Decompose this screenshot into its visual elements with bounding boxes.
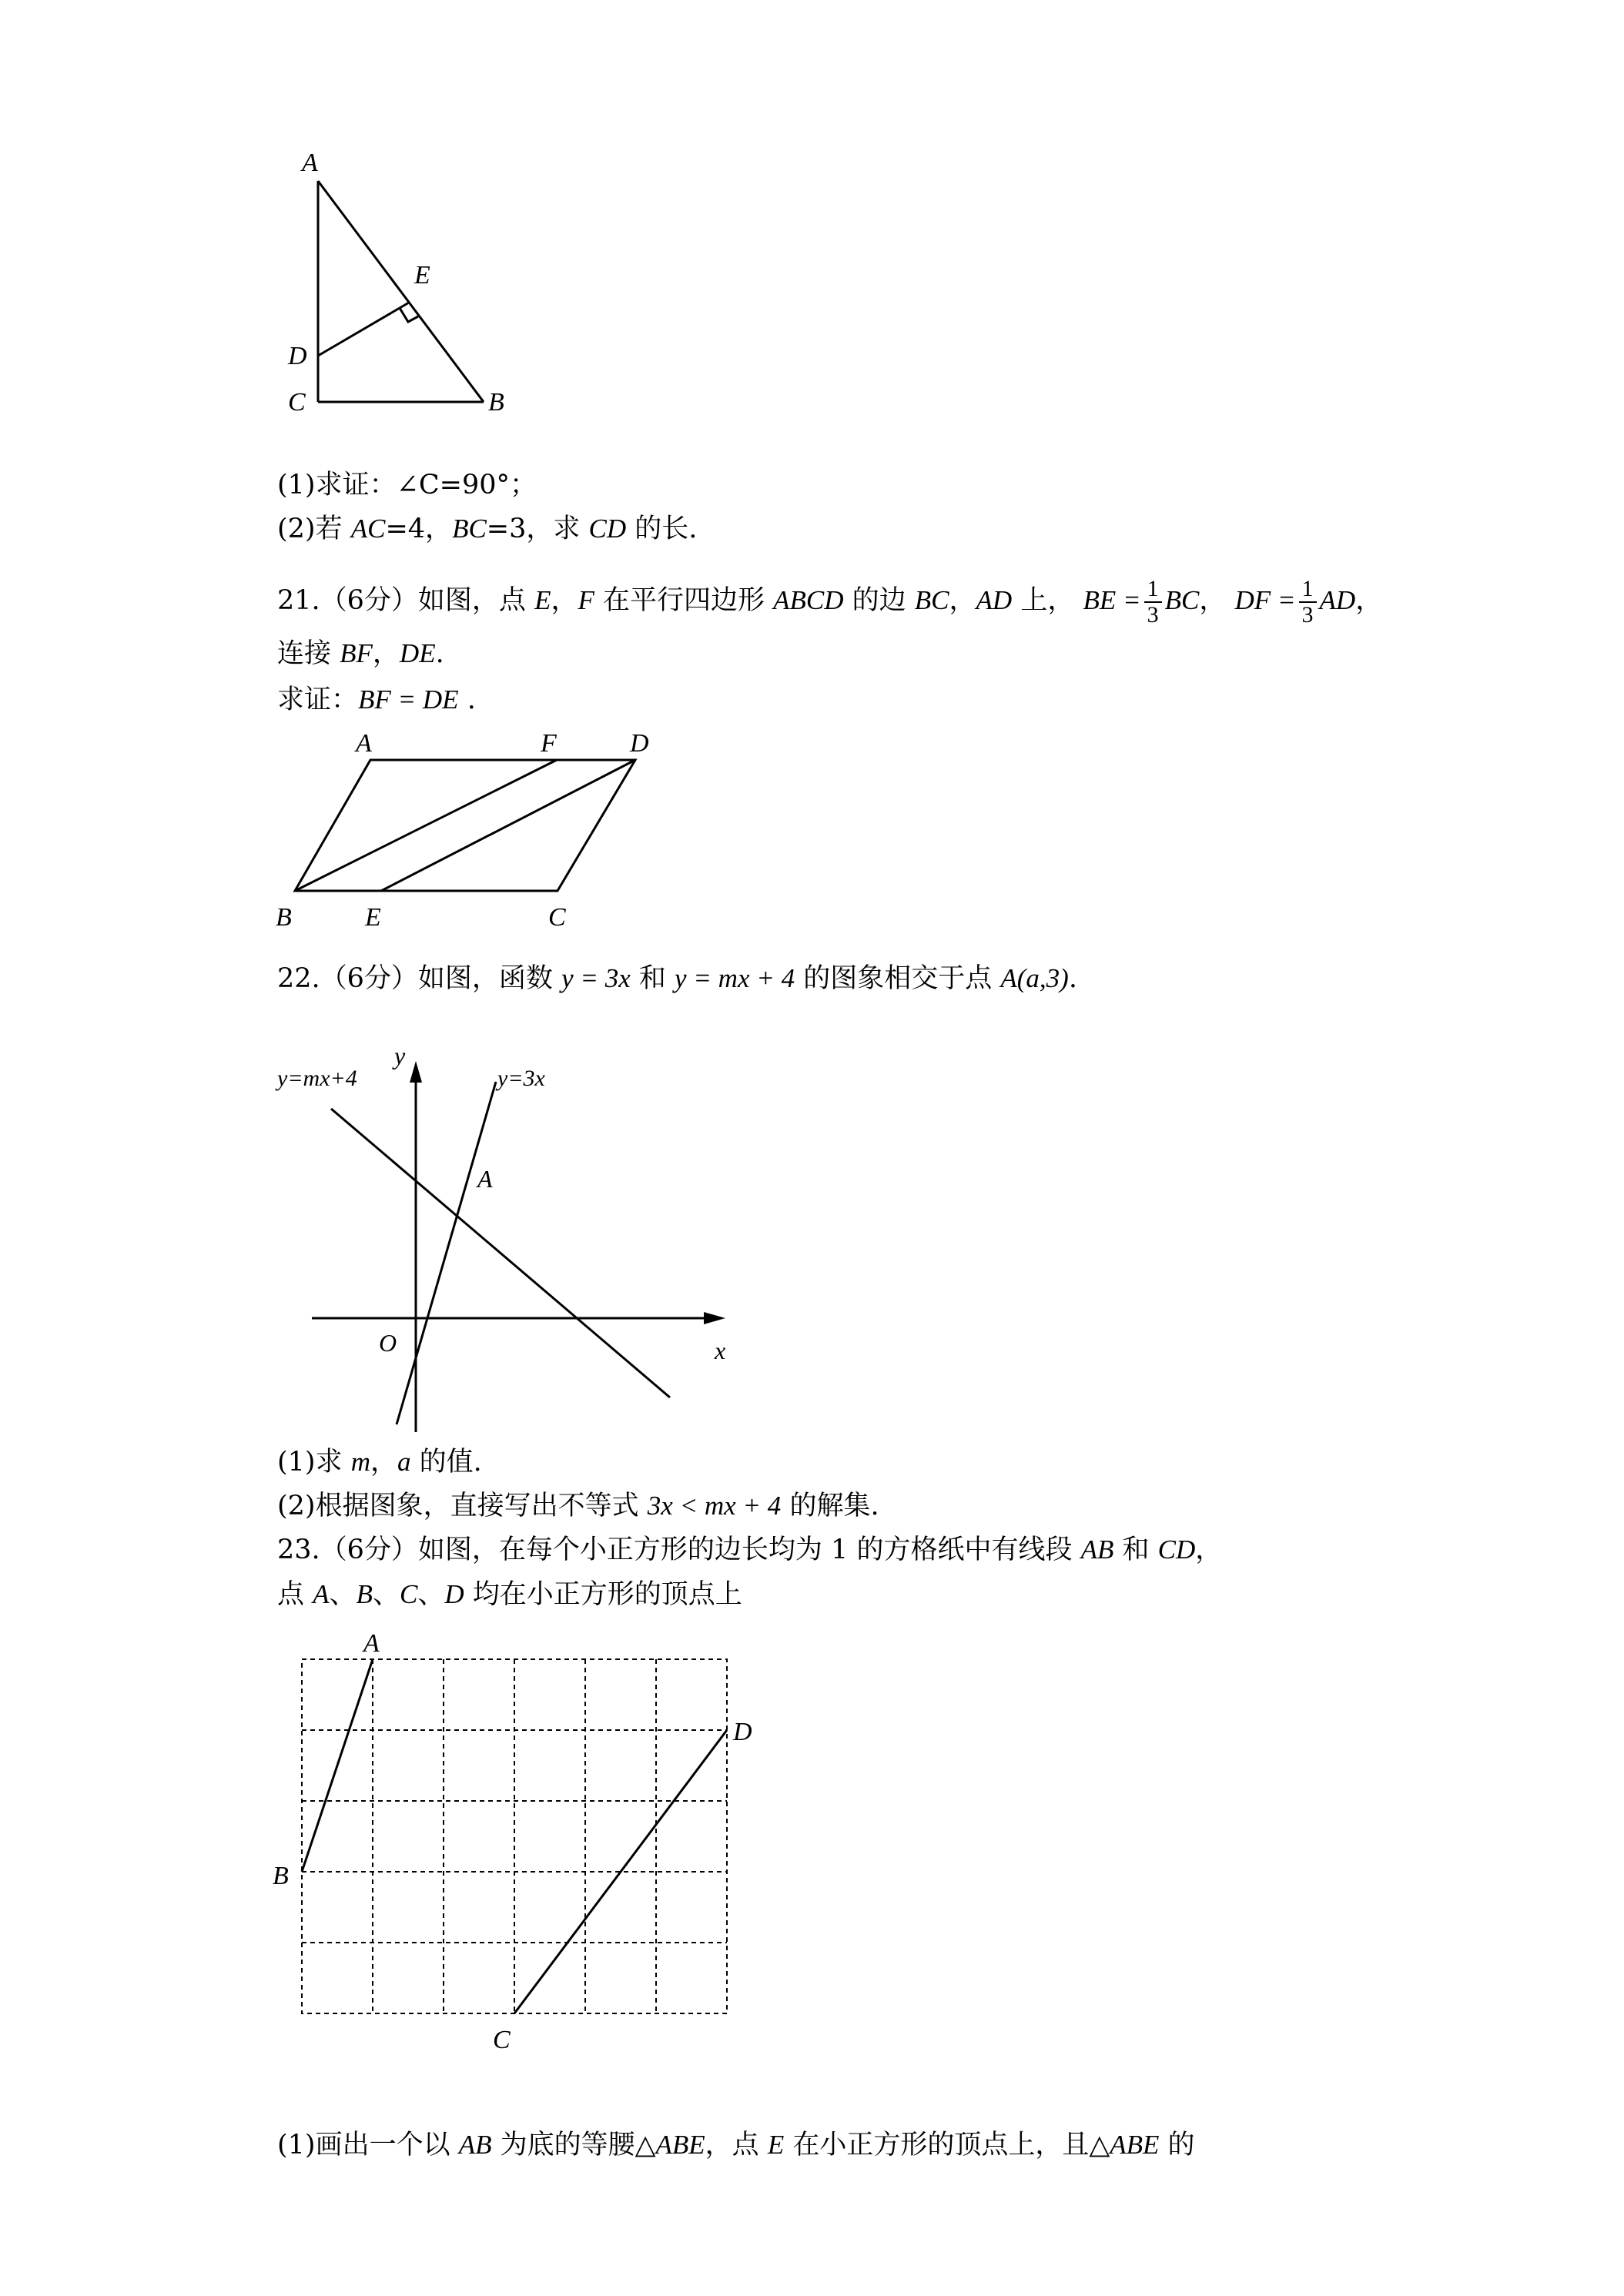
- q21-prove: 求证：BF = DE .: [277, 684, 476, 715]
- q20-part1: (1)求证：∠C=90°；: [277, 470, 537, 500]
- q23-statement-line2: 点 A、B、C、D 均在小正方形的顶点上: [277, 1579, 742, 1610]
- label-E: E: [414, 261, 430, 290]
- label-B: B: [488, 388, 504, 417]
- label-F: F: [541, 729, 557, 758]
- q23-statement-line1: 23.（6分）如图，在每个小正方形的边长均为 1 的方格纸中有线段 AB 和 CD，: [277, 1535, 1223, 1565]
- label-B: B: [273, 1862, 289, 1890]
- y-axis-label: y: [394, 1042, 406, 1069]
- y-axis-arrow-icon: [410, 1061, 422, 1083]
- label-D: D: [288, 342, 307, 370]
- label-A: A: [363, 1629, 380, 1658]
- q21-statement-line1: 21.（6分）如图，点 E，F 在平行四边形 ABCD 的边 BC，AD 上， BE = $\frac{1}{3}$ BC， DF = $\frac{1}{3}$ AD，: [277, 575, 1383, 628]
- fraction-one-third: $\frac{1}{3}$: [1144, 577, 1162, 628]
- q22-part2: (2)根据图象，直接写出不等式 3x < mx + 4 的解集.: [277, 1491, 879, 1521]
- origin-label: O: [379, 1329, 397, 1357]
- label-A: A: [356, 729, 372, 758]
- figure-q22-graph: [270, 1032, 747, 1448]
- q21-statement-line2: 连接 BF，DE.: [277, 638, 444, 669]
- q22-part1: (1)求 m，a 的值.: [277, 1447, 482, 1478]
- label-C: C: [288, 388, 306, 417]
- line-label-3x: y=3x: [497, 1066, 545, 1091]
- figure-q23-grid: [262, 1625, 785, 2056]
- point-A-label: A: [477, 1165, 493, 1193]
- label-C: C: [493, 2026, 511, 2054]
- q20-part2: (2)若 AC=4，BC=3，求 CD 的长.: [277, 514, 698, 544]
- q22-statement: 22.（6分）如图，函数 y = 3x 和 y = mx + 4 的图象相交于点 A(a,3).: [277, 963, 1077, 994]
- figure-q20-triangle: [262, 146, 539, 431]
- figure-q21-parallelogram: [270, 724, 670, 932]
- fraction-one-third: $\frac{1}{3}$: [1299, 577, 1317, 628]
- label-E: E: [365, 903, 381, 932]
- label-A: A: [302, 149, 318, 177]
- label-D: D: [630, 729, 649, 758]
- x-axis-arrow-icon: [704, 1312, 725, 1324]
- x-axis-label: x: [715, 1337, 726, 1364]
- label-C: C: [548, 903, 566, 932]
- q23-part1: (1)画出一个以 AB 为底的等腰△ABE，点 E 在小正方形的顶点上，且△ABE 的: [277, 2130, 1195, 2160]
- label-B: B: [276, 903, 292, 932]
- line-label-mx4: y=mx+4: [277, 1066, 357, 1091]
- label-D: D: [733, 1718, 752, 1746]
